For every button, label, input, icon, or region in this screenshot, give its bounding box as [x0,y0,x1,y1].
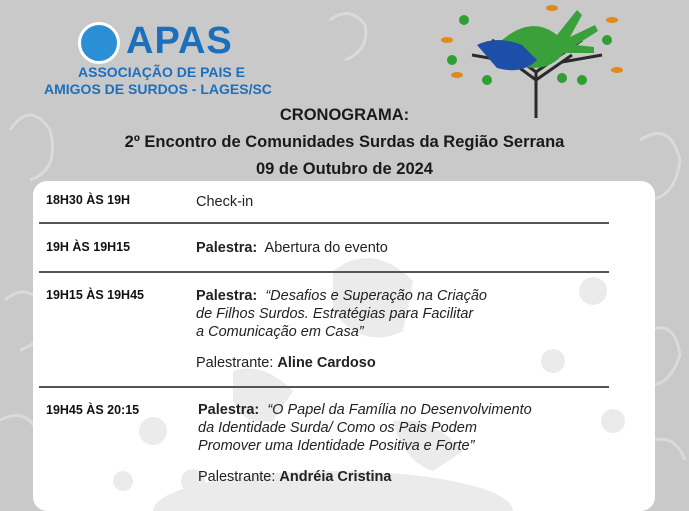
row-time: 19H15 ÀS 19H45 [46,288,144,302]
row-divider [39,222,609,224]
hand-sign-icon [78,22,120,64]
row-text: Abertura do evento [264,240,388,256]
row-time: 19H ÀS 19H15 [46,240,131,254]
tree-hands-illustration [432,0,632,120]
talk-title-line2: da Identidade Surda/ Como os Pais Podem [198,420,477,436]
talk-title-line3: a Comunicação em Casa” [196,324,364,340]
row-time: 18H30 ÀS 19H [46,193,131,207]
talk-title-line1: “O Papel da Família no Desenvolvimento [267,402,532,418]
row-label: Palestra: [198,402,260,418]
row-description [196,239,596,257]
logo-subtitle-line1: ASSOCIAÇÃO DE PAIS E [78,64,245,80]
row-text: Check-in [196,194,254,210]
row-label: Palestra: [196,288,258,304]
row-divider [39,386,609,388]
logo-title: APAS [126,20,233,62]
row-description [196,287,596,372]
speaker-label: Palestrante: [196,355,274,371]
talk-title-line3: Promover uma Identidade Positiva e Forte” [198,438,475,454]
speaker-name: Andréia Cristina [279,469,392,485]
event-date: 09 de Outubro de 2024 [256,160,433,178]
row-label: Palestra: [196,240,258,256]
talk-title-line2: de Filhos Surdos. Estratégias para Facilitar [196,306,474,322]
apas-logo [44,20,284,100]
schedule-card [33,181,655,511]
row-time: 19H45 ÀS 20:15 [46,403,140,417]
row-description [198,401,598,486]
schedule-title: CRONOGRAMA: [279,106,410,124]
row-divider [39,271,609,273]
talk-title-line1: “Desafios e Superação na Criação [265,288,487,304]
speaker-name: Aline Cardoso [277,355,376,371]
event-title: 2º Encontro de Comunidades Surdas da Região Serrana [124,133,565,151]
speaker-label: Palestrante: [198,469,276,485]
logo-subtitle-line2: AMIGOS DE SURDOS - LAGES/SC [44,81,272,97]
